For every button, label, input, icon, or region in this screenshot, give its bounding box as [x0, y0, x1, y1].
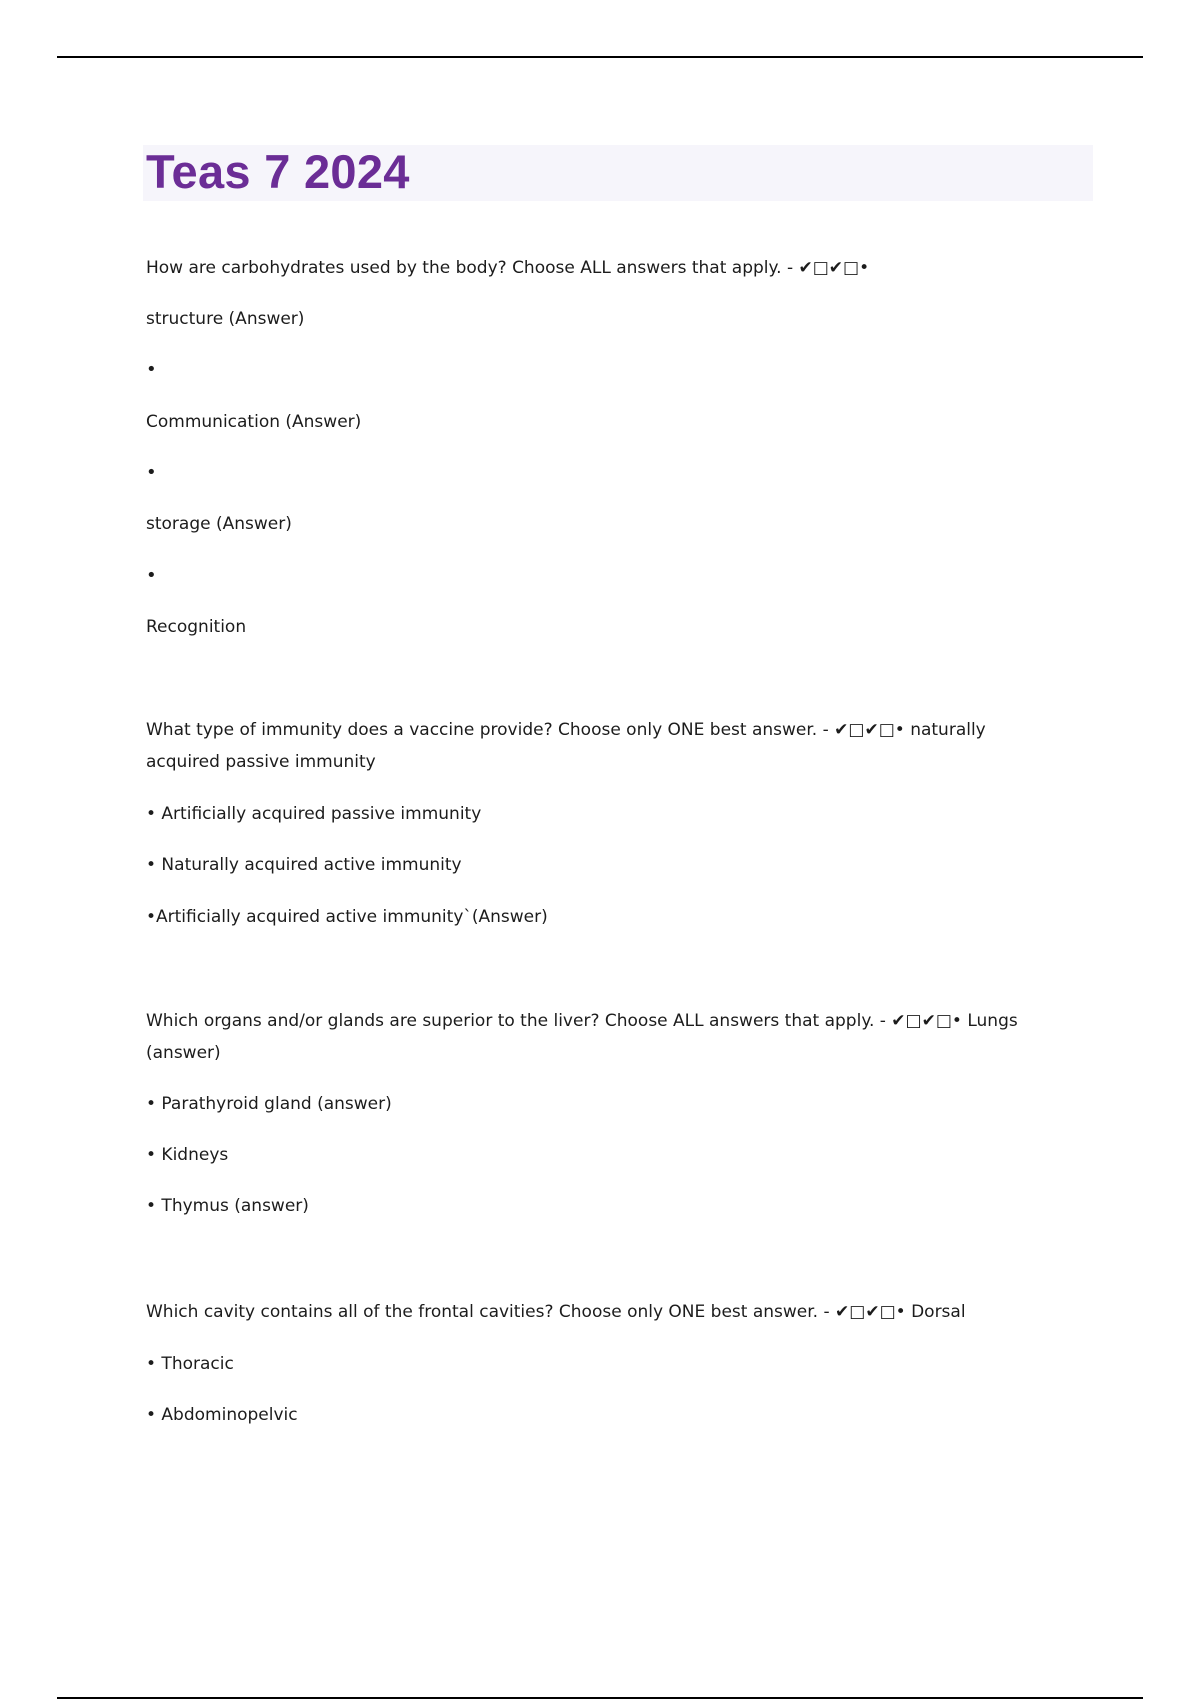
question-4-prompt: Which cavity contains all of the frontal cavities? Choose only ONE best answer. - ✔□✔□• Dorsal [146, 1302, 966, 1322]
question-2-prompt-continued: acquired passive immunity [146, 752, 376, 772]
question-4-option: • Thoracic [146, 1354, 234, 1374]
question-1-prompt: How are carbohydrates used by the body? Choose ALL answers that apply. - ✔□✔□• [146, 258, 870, 278]
question-3-prompt: Which organs and/or glands are superior to the liver? Choose ALL answers that apply. - ✔□✔□• Lungs [146, 1011, 1018, 1031]
document-title: Teas 7 2024 [146, 145, 410, 198]
question-1-bullet: • [146, 462, 157, 483]
question-1-option: Recognition [146, 617, 247, 637]
question-3-answer: • Parathyroid gland (answer) [146, 1094, 392, 1114]
top-rule [57, 56, 1143, 58]
question-3-option: • Kidneys [146, 1145, 229, 1165]
question-2-option: • Artificially acquired passive immunity [146, 804, 482, 824]
question-4-option: • Abdominopelvic [146, 1405, 298, 1425]
question-3-answer: • Thymus (answer) [146, 1196, 309, 1216]
question-1-answer: Communication (Answer) [146, 412, 362, 432]
question-2-answer: •Artificially acquired active immunity`(Answer) [146, 907, 548, 927]
bottom-rule [57, 1697, 1143, 1699]
question-1-bullet: • [146, 565, 157, 586]
question-3-prompt-continued: (answer) [146, 1043, 221, 1063]
question-1-answer: storage (Answer) [146, 514, 292, 534]
question-1-bullet: • [146, 359, 157, 380]
question-2-option: • Naturally acquired active immunity [146, 855, 462, 875]
question-2-prompt: What type of immunity does a vaccine provide? Choose only ONE best answer. - ✔□✔□• naturally [146, 720, 986, 740]
question-1-answer: structure (Answer) [146, 309, 305, 329]
